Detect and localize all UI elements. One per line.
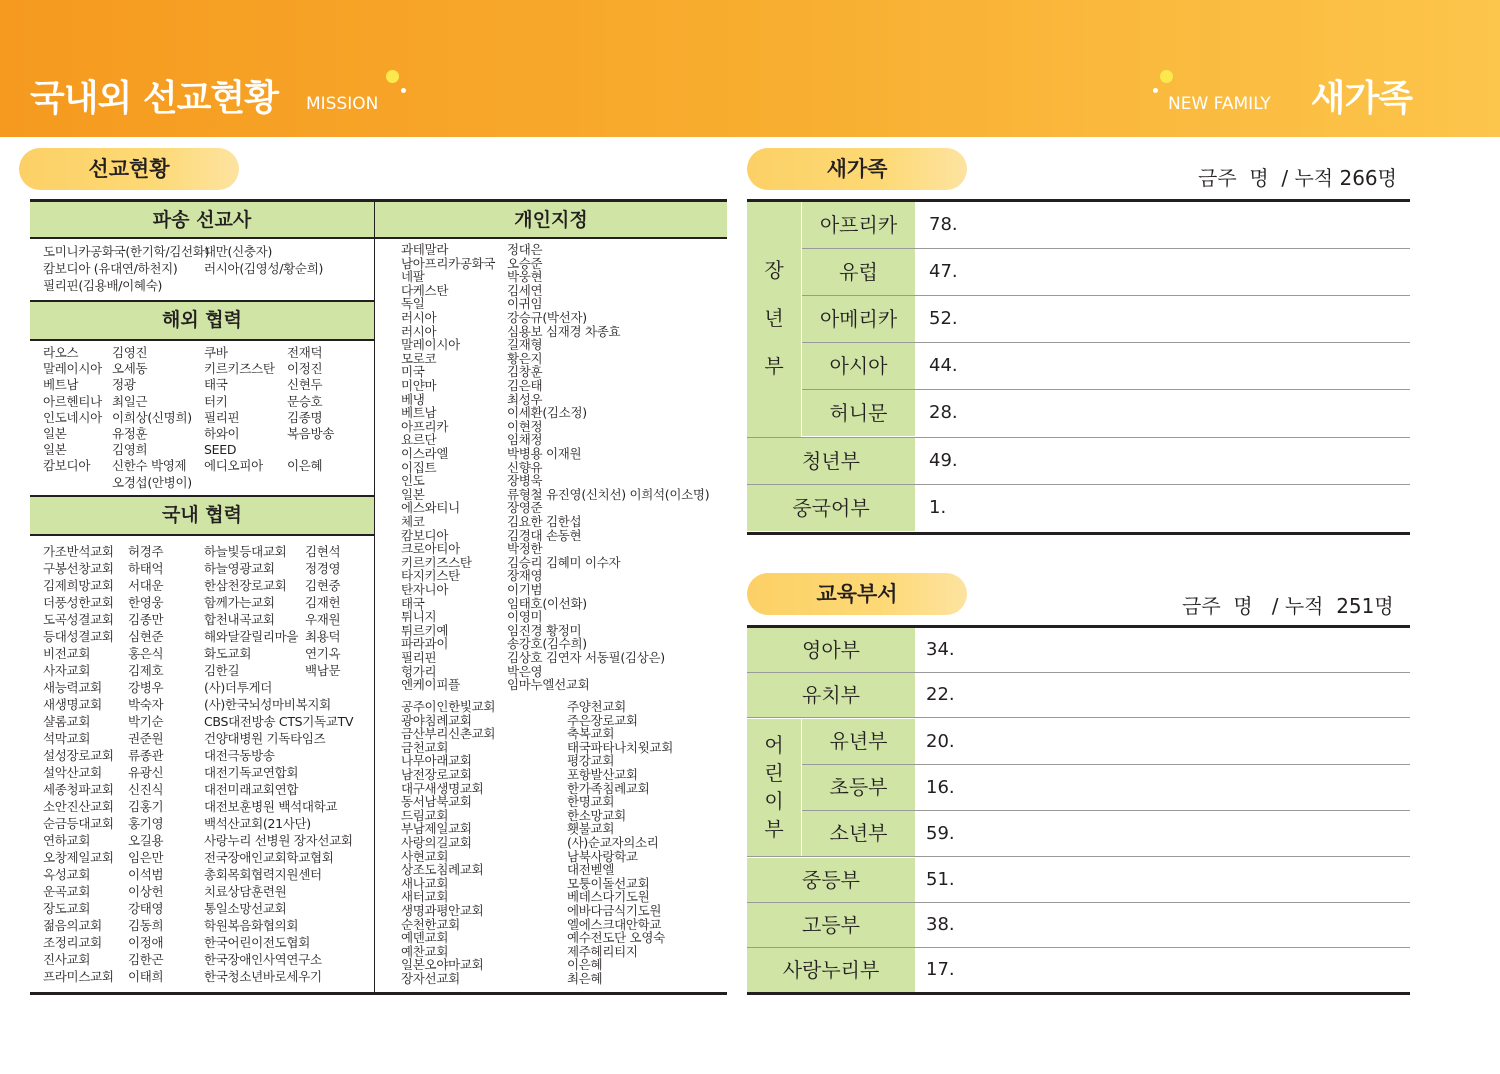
list-item: 새능력교회	[43, 680, 102, 695]
list-item: 드림교회	[401, 807, 449, 823]
list-item: 유정훈	[112, 426, 148, 441]
list-item: 박기순	[128, 714, 164, 729]
list-item: 최일근	[112, 393, 148, 409]
row-label: 유치부	[747, 673, 915, 717]
list-item: 남북사랑학교	[567, 848, 638, 864]
row-label: 허니문	[802, 390, 915, 436]
list-item: 이기범	[507, 582, 543, 597]
list-item: 금천교회	[401, 739, 449, 755]
list-item: 대전보훈병원 백석대학교	[204, 799, 338, 814]
newfamily-pill: 새가족	[747, 148, 967, 190]
list-item: 평강교회	[567, 753, 615, 769]
list-item: 키르키즈스탄	[204, 361, 275, 377]
row-label: 사랑누리부	[747, 948, 915, 992]
list-item: (사)더투게더	[204, 680, 273, 695]
list-item: 공주이인한빛교회	[401, 699, 496, 714]
list-item: 러시아(김영성/황순희)	[204, 261, 324, 276]
row-divider	[747, 856, 1410, 857]
list-item: 일본	[43, 426, 67, 441]
decor-dot-icon	[386, 70, 399, 83]
list-item: 연기옥	[305, 646, 341, 661]
domestic-header: 국내 협력	[30, 497, 374, 534]
list-item: 등대성결교회	[43, 629, 114, 644]
list-item: 사현교회	[401, 848, 449, 864]
list-item: 독일	[401, 296, 425, 312]
list-item: 신진식	[128, 782, 164, 797]
list-item: 하와이	[204, 426, 240, 441]
list-item: 최은혜	[567, 971, 603, 986]
row-label: 고등부	[747, 903, 915, 947]
list-item: 치료상담훈련원	[204, 884, 287, 899]
row-value: 1.	[929, 497, 947, 518]
list-item: 순금등대교회	[43, 816, 114, 831]
list-item: 포항발산교회	[567, 767, 638, 782]
list-item: (사)순교자의소리	[567, 835, 659, 850]
row-value: 34.	[926, 639, 955, 660]
list-item: 상조도침례교회	[401, 862, 484, 878]
decor-dot-icon	[401, 88, 406, 93]
list-item: 한명교회	[567, 794, 615, 810]
row-label: 유년부	[802, 719, 915, 764]
list-item: 진사교회	[43, 952, 91, 967]
list-item: 일본	[43, 442, 67, 458]
list-item: 문승호	[287, 393, 323, 409]
newfamily-table-bottom	[747, 532, 1410, 535]
newfamily-title: 새가족	[1310, 78, 1412, 119]
list-item: 베트남	[401, 405, 437, 421]
list-item: 복음방송	[287, 426, 335, 441]
list-item: 이세환(김소정)	[507, 405, 587, 421]
list-item: 다케스탄	[401, 282, 449, 298]
list-item: 구봉선창교회	[43, 561, 114, 576]
list-item: 한국어린이전도협회	[204, 935, 310, 950]
list-item: 나무아래교회	[401, 753, 472, 769]
list-item: 이상헌	[128, 884, 164, 899]
list-item: 하늘빛등대교회	[204, 544, 287, 559]
list-item: 최용덕	[305, 629, 341, 644]
list-item: 아프리카	[401, 418, 449, 434]
list-item: 베데스다기도원	[567, 889, 650, 905]
list-item: 오창제일교회	[43, 850, 114, 865]
list-item: 한국청소년바로세우기	[204, 969, 322, 984]
list-item: 장영준	[507, 500, 543, 516]
list-item: 임태호(이선화)	[507, 595, 587, 611]
list-item: 운곡교회	[43, 884, 91, 899]
list-item: 이귀임	[507, 296, 543, 312]
list-item: 러시아	[401, 310, 437, 325]
list-item: 합천내곡교회	[204, 612, 275, 627]
list-item: 김영희	[112, 442, 148, 458]
list-item: 박웅현	[507, 269, 543, 285]
education-table-bottom	[747, 992, 1410, 995]
list-item: 김승리 김혜미 이수자	[507, 554, 621, 570]
list-item: 소안진산교회	[43, 799, 114, 814]
list-item: 김세연	[507, 282, 543, 298]
list-item: 사랑누리 선병원 장자선교회	[204, 833, 353, 848]
newfamily-group-label	[747, 202, 801, 437]
list-item: 이희상(신명희)	[112, 409, 192, 425]
list-item: 박병용 이재원	[507, 446, 582, 461]
list-item: 임채정	[507, 432, 543, 448]
list-item: 말레이시아	[401, 337, 460, 353]
list-item: 설성장로교회	[43, 748, 114, 763]
list-item: 이현정	[507, 418, 543, 434]
list-item: 미국	[401, 364, 425, 380]
list-item: 한삼천장로교회	[204, 578, 287, 593]
list-item: 박정한	[507, 541, 543, 557]
education-pill: 교육부서	[747, 573, 967, 615]
list-item: 백석산교회(21사단)	[204, 816, 311, 831]
list-item: 화도교회	[204, 646, 252, 661]
list-item: 서대운	[128, 578, 164, 593]
list-item: 타지키스탄	[401, 568, 460, 584]
list-item: 임은만	[128, 850, 164, 865]
row-value: 17.	[926, 959, 955, 980]
list-item: 태국파타나치윗교회	[567, 739, 673, 755]
list-item: 이정진	[287, 361, 323, 377]
list-item: 필리핀	[401, 650, 437, 665]
list-item: 생명과평안교회	[401, 903, 484, 918]
list-item: 강태영	[128, 901, 164, 916]
list-item: 새생명교회	[43, 697, 102, 712]
list-item: 임진경 황정미	[507, 622, 582, 638]
list-item: 홍기영	[128, 816, 164, 831]
list-item: 박숙자	[128, 697, 164, 712]
list-item: 최성우	[507, 391, 543, 407]
row-value: 20.	[926, 731, 955, 752]
list-item: 가조반석교회	[43, 544, 114, 559]
mission-table-bottom	[30, 992, 727, 995]
list-item: 태국	[204, 377, 228, 393]
list-item: 류종관	[128, 748, 164, 763]
list-item: 신한수 박영제	[112, 458, 187, 474]
list-item: 조정리교회	[43, 935, 102, 950]
list-item: 오승준	[507, 255, 543, 271]
row-value: 44.	[929, 355, 958, 376]
list-item: 한소망교회	[567, 807, 626, 823]
list-item: 필리핀	[204, 409, 240, 425]
list-item: 아르헨티나	[43, 393, 102, 409]
list-item: 이은혜	[287, 458, 323, 474]
list-item: 도미니카공화국(한기학/김선화)	[43, 244, 210, 259]
list-item: 파라과이	[401, 636, 449, 652]
overseas-underline	[30, 339, 374, 341]
list-item: 설악산교회	[43, 765, 102, 780]
list-item: 유광신	[128, 765, 164, 780]
mission-table-divider	[374, 199, 375, 994]
list-item: 라오스	[43, 345, 79, 360]
list-item: 신현두	[287, 377, 323, 393]
group-label-text: 장 년 부	[764, 258, 784, 378]
list-item: 금산부리신촌교회	[401, 726, 496, 742]
list-item: 권준원	[128, 731, 164, 746]
list-item: 허경주	[128, 544, 164, 559]
list-item: 러시아	[401, 323, 437, 339]
list-item: 석막교회	[43, 731, 91, 746]
list-item: 프라미스교회	[43, 969, 114, 984]
list-item: 한영웅	[128, 595, 164, 610]
list-item: 김경대 손동현	[507, 527, 582, 543]
list-item: 횃불교회	[567, 821, 615, 837]
row-divider	[747, 717, 1410, 718]
list-item: 김종명	[287, 409, 323, 425]
mission-title: 국내외 선교현황	[30, 78, 278, 119]
list-item: 정경영	[305, 561, 341, 576]
list-item: 이영미	[507, 609, 543, 625]
decor-dot-icon	[1160, 70, 1173, 83]
list-item: 김재헌	[305, 595, 341, 610]
list-item: 장도교회	[43, 901, 91, 916]
list-item: 순천한교회	[401, 916, 460, 932]
list-item: 에바다금식기도원	[567, 903, 662, 918]
row-value: 59.	[926, 823, 955, 844]
list-item: 사자교회	[43, 663, 91, 678]
list-item: 한국장애인사역연구소	[204, 952, 322, 967]
education-group-label	[747, 719, 801, 856]
list-item: 말레이시아	[43, 361, 102, 377]
list-item: 오길용	[128, 833, 164, 848]
list-item: 사랑의길교회	[401, 835, 472, 850]
list-item: 한가족침례교회	[567, 780, 650, 796]
list-item: 김은태	[507, 378, 543, 393]
list-item: 대만(신충자)	[204, 244, 273, 259]
list-item: 남아프리카공화국	[401, 255, 496, 271]
list-item: 김동희	[128, 918, 164, 933]
row-value: 16.	[926, 777, 955, 798]
list-item: 이태희	[128, 969, 164, 984]
list-item: 과테말라	[401, 242, 449, 257]
list-item: 류형철 유진영(신치선) 이희석(이소명)	[507, 486, 710, 502]
list-item: 베냉	[401, 391, 425, 407]
list-item: 체코	[401, 514, 425, 529]
list-item: 젊음의교회	[43, 918, 102, 933]
list-item: 베트남	[43, 377, 79, 393]
list-item: 대구새생명교회	[401, 780, 484, 796]
row-value: 78.	[929, 214, 958, 235]
list-item: 예찬교회	[401, 943, 449, 959]
list-item: 김영진	[112, 345, 148, 360]
list-item: 강승규(박선자)	[507, 310, 587, 325]
list-item: 모퉁이돌선교회	[567, 875, 650, 891]
row-label: 유럽	[802, 249, 915, 295]
list-item: 정대은	[507, 242, 543, 257]
row-value: 51.	[926, 869, 955, 890]
list-item: 장자선교회	[401, 971, 460, 986]
decor-dot-icon	[1153, 88, 1158, 93]
list-item: 심용보 심재경 차종효	[507, 323, 621, 339]
list-item: 임마누엘선교회	[507, 677, 590, 693]
list-item: 정광	[112, 377, 136, 393]
list-item: 오세동	[112, 361, 148, 377]
list-item: 미얀마	[401, 378, 437, 393]
header-banner	[0, 0, 1500, 137]
list-item: 부남제일교회	[401, 821, 472, 837]
list-item: 헝가리	[401, 663, 437, 679]
list-item: 네팔	[401, 269, 425, 285]
list-item: 대전극동방송	[204, 748, 275, 763]
list-item: 쿠바	[204, 345, 228, 360]
list-item: SEED	[204, 442, 237, 458]
overseas-header: 해외 협력	[30, 302, 374, 339]
list-item: 김상호 김연자 서동필(김상은)	[507, 650, 665, 665]
list-item: 비전교회	[43, 646, 91, 661]
list-item: 하늘영광교회	[204, 561, 275, 576]
list-item: 하태억	[128, 561, 164, 576]
list-item: 김제호	[128, 663, 164, 678]
row-value: 28.	[929, 402, 958, 423]
list-item: 대전미래교회연합	[204, 782, 299, 797]
list-item: 캄보디아	[43, 458, 91, 474]
education-count: 금주 명 / 누적 251명	[1182, 594, 1394, 618]
list-item: 김창훈	[507, 364, 543, 380]
newfamily-count: 금주 명 / 누적 266명	[1198, 166, 1397, 190]
list-item: 에스와티니	[401, 500, 460, 516]
list-item: 심현준	[128, 629, 164, 644]
list-item: 탄자니아	[401, 582, 449, 597]
list-item: 김요한 김한섭	[507, 514, 582, 529]
list-item: 김현중	[305, 578, 341, 593]
list-item: 크로아티아	[401, 541, 460, 557]
group-label-text: 어 린 이 부	[764, 733, 784, 841]
list-item: (사)한국뇌성마비복지회	[204, 697, 331, 712]
list-item: 김제희망교회	[43, 578, 114, 593]
list-item: 오경섭(안병이)	[112, 474, 192, 490]
row-label: 초등부	[802, 765, 915, 810]
list-item: 옥성교회	[43, 867, 91, 882]
list-item: 김현석	[305, 544, 341, 559]
mission-pill: 선교현황	[19, 148, 239, 190]
list-item: 모로코	[401, 350, 437, 366]
list-item: 제주헤리티지	[567, 943, 638, 959]
list-item: 전국장애인교회학교협회	[204, 850, 334, 865]
list-item: 인도	[401, 473, 425, 489]
row-label: 중국어부	[747, 485, 915, 531]
list-item: 대전벧엘	[567, 862, 615, 878]
list-item: 학원복음화협의회	[204, 918, 299, 933]
list-item: 강병우	[128, 680, 164, 695]
row-label: 중등부	[747, 858, 915, 902]
list-item: 캄보디아	[401, 527, 449, 543]
list-item: 키르키즈스탄	[401, 554, 472, 570]
row-label: 아프리카	[802, 202, 915, 248]
domestic-underline	[30, 534, 374, 536]
mission-subtitle: MISSION	[306, 94, 379, 114]
row-value: 52.	[929, 308, 958, 329]
list-item: 이정애	[128, 935, 164, 950]
list-item: 이스라엘	[401, 446, 449, 461]
list-item: 일본오야마교회	[401, 957, 484, 973]
row-value: 22.	[926, 684, 955, 705]
list-item: 대전기독교연합회	[204, 765, 299, 780]
list-item: 튀니지	[401, 609, 437, 625]
list-item: 이은혜	[567, 957, 603, 973]
list-item: 남전장로교회	[401, 767, 472, 782]
list-item: 필리핀(김용배/이혜숙)	[43, 278, 163, 293]
list-item: 광야침례교회	[401, 712, 472, 728]
list-item: 주은장로교회	[567, 712, 638, 728]
list-item: 장병욱	[507, 473, 543, 489]
list-item: 김한길	[204, 663, 240, 678]
list-item: 백남문	[305, 663, 341, 678]
row-label: 아시아	[802, 343, 915, 389]
list-item: 이집트	[401, 459, 437, 475]
list-item: 연하교회	[43, 833, 91, 848]
list-item: 신향유	[507, 459, 543, 475]
list-item: 우재원	[305, 612, 341, 627]
list-item: 김한곤	[128, 952, 164, 967]
list-item: 터키	[204, 393, 228, 409]
header-underline	[30, 237, 727, 239]
list-item: 새나교회	[401, 875, 449, 891]
list-item: 전재덕	[287, 345, 323, 360]
list-item: 박은영	[507, 663, 543, 679]
list-item: 통일소망선교회	[204, 901, 287, 916]
list-item: 함께가는교회	[204, 595, 275, 610]
newfamily-subtitle: NEW FAMILY	[1168, 94, 1271, 114]
list-item: 샬롬교회	[43, 714, 91, 729]
row-value: 49.	[929, 450, 958, 471]
dispatched-header: 파송 선교사	[30, 202, 374, 238]
list-item: 황은지	[507, 350, 543, 366]
row-label: 소년부	[802, 811, 915, 856]
list-item: 동서남북교회	[401, 794, 472, 810]
row-label: 아메리카	[802, 296, 915, 342]
list-item: 김홍기	[128, 799, 164, 814]
row-value: 47.	[929, 261, 958, 282]
list-item: 도곡성결교회	[43, 612, 114, 627]
list-item: CBS대전방송 CTS기독교TV	[204, 714, 354, 729]
personal-header: 개인지정	[375, 202, 727, 238]
list-item: 요르단	[401, 432, 437, 448]
list-item: 길재형	[507, 337, 543, 353]
list-item: 예덴교회	[401, 930, 449, 946]
row-label: 영아부	[747, 628, 915, 672]
list-item: 건양대병원 기독타임즈	[204, 731, 326, 746]
list-item: 태국	[401, 595, 425, 611]
list-item: 총회목회협력지원센터	[204, 867, 322, 882]
list-item: 새터교회	[401, 889, 449, 905]
list-item: 에디오피아	[204, 458, 263, 474]
list-item: 주양천교회	[567, 699, 626, 714]
list-item: 송강호(김수희)	[507, 636, 587, 652]
list-item: 튀르키예	[401, 622, 449, 638]
list-item: 예수전도단 오영숙	[567, 930, 665, 946]
list-item: 축복교회	[567, 726, 615, 742]
list-item: 해와달갈릴리마을	[204, 629, 299, 644]
list-item: 엘에스크대안학교	[567, 916, 662, 932]
list-item: 엔케이피플	[401, 677, 460, 693]
list-item: 장재영	[507, 568, 543, 584]
row-value: 38.	[926, 914, 955, 935]
list-item: 더풍성한교회	[43, 595, 114, 610]
list-item: 세종청파교회	[43, 782, 114, 797]
list-item: 일본	[401, 486, 425, 502]
list-item: 홍은식	[128, 646, 164, 661]
list-item: 이석범	[128, 867, 164, 882]
list-item: 인도네시아	[43, 409, 102, 425]
row-label: 청년부	[747, 438, 915, 484]
list-item: 캄보디아 (유대연/하천지)	[43, 261, 178, 276]
list-item: 김종만	[128, 612, 164, 627]
